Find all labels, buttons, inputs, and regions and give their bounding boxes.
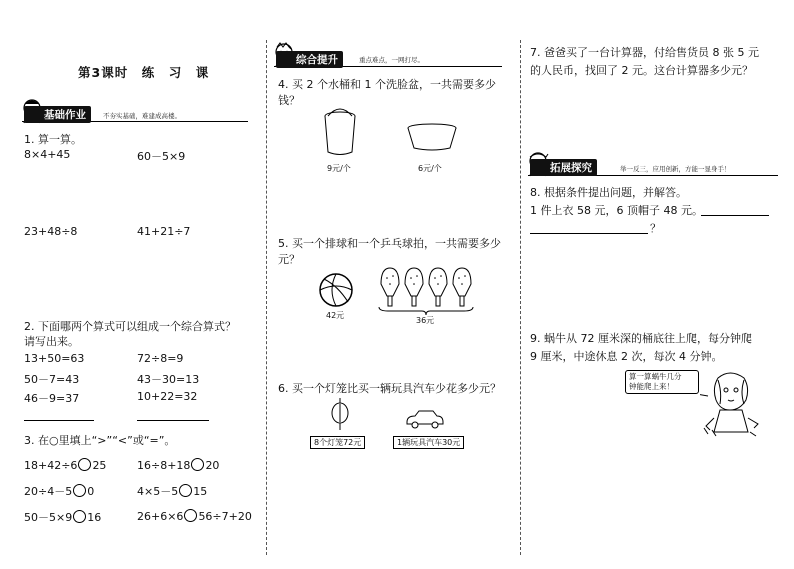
q7-prompt: 7. 爸爸买了一台计算器，付给售货员 8 张 5 元 xyxy=(530,46,759,59)
q2-item: 10+22=32 xyxy=(137,390,198,403)
compare-circle[interactable] xyxy=(179,484,192,497)
lantern-label: 8个灯笼72元 xyxy=(310,436,365,449)
q5-prompt-cont: 元？ xyxy=(278,253,300,266)
section-motto-basic: 不夯实基础，难建成高楼。 xyxy=(103,112,181,120)
q9-prompt: 9. 蜗牛从 72 厘米深的桶底往上爬，每分钟爬 xyxy=(530,332,752,345)
q2-prompt-cont: 请写出来。 xyxy=(24,335,79,348)
q8-question-blank[interactable] xyxy=(701,215,769,216)
q9-prompt-cont: 9 厘米，中途休息 2 次，每次 4 分钟。 xyxy=(530,350,723,363)
q8-question-mark: ？ xyxy=(650,222,661,235)
bucket-icon xyxy=(320,108,360,158)
paddle-price: 36元 xyxy=(416,316,435,325)
q1-item: 41+21÷7 xyxy=(137,225,191,238)
q2-item: 50－7=43 xyxy=(24,373,80,386)
lantern-icon xyxy=(330,398,350,432)
compare-circle[interactable] xyxy=(73,484,86,497)
q8-prompt: 8. 根据条件提出问题，并解答。 xyxy=(530,186,687,199)
q4-prompt-cont: 钱？ xyxy=(278,94,300,107)
q8-question-blank[interactable] xyxy=(530,233,648,234)
toy-car-icon xyxy=(405,408,445,430)
column-divider-right xyxy=(520,40,521,555)
q3-item: 20÷4－5 0 xyxy=(24,485,95,498)
section-motto-extend: 举一反三，应用创新，方能一显身手！ xyxy=(620,165,731,173)
q3-item: 16÷8+18 20 xyxy=(137,459,220,472)
q1-item: 60－5×9 xyxy=(137,150,186,163)
girl-thinking-icon xyxy=(700,370,770,440)
q3-item: 26+6×6 56÷7+20 xyxy=(137,510,252,523)
volleyball-icon xyxy=(318,272,354,308)
compare-circle[interactable] xyxy=(78,458,91,471)
column-divider-left xyxy=(266,40,267,555)
q3-item: 18+42÷6 25 xyxy=(24,459,107,472)
q6-prompt: 6. 买一个灯笼比买一辆玩具汽车少花多少元？ xyxy=(278,382,501,395)
section-badge-extend: 拓展探究 xyxy=(530,159,597,176)
q2-item: 72÷8=9 xyxy=(137,352,184,365)
toy-car-label: 1辆玩具汽车30元 xyxy=(393,436,464,449)
basin-icon xyxy=(404,122,460,152)
q8-conditions: 1 件上衣 58 元，6 顶帽子 48 元。 xyxy=(530,204,703,217)
q2-item: 43－30=13 xyxy=(137,373,200,386)
speech-bubble xyxy=(625,370,699,394)
q2-item: 13+50=63 xyxy=(24,352,85,365)
compare-circle[interactable] xyxy=(73,510,86,523)
q3-item: 4×5－5 15 xyxy=(137,485,208,498)
speech-line: 算一算蜗牛几分 xyxy=(629,372,682,381)
q4-prompt: 4. 买 2 个水桶和 1 个洗脸盆，一共需要多少 xyxy=(278,78,496,91)
speech-line: 钟能爬上来！ xyxy=(629,382,674,391)
q1-prompt: 1. 算一算。 xyxy=(24,133,82,146)
lesson-title: 第3课时 练 习 课 xyxy=(78,65,210,80)
q1-item: 23+48÷8 xyxy=(24,225,78,238)
q2-answer-blank[interactable] xyxy=(137,420,209,421)
volleyball-price: 42元 xyxy=(326,311,345,320)
compare-circle[interactable] xyxy=(191,458,204,471)
q2-item: 46－9=37 xyxy=(24,392,80,405)
q2-answer-blank[interactable] xyxy=(24,420,94,421)
q7-prompt-cont: 的人民币，找回了 2 元。这台计算器多少元？ xyxy=(530,64,753,77)
compare-circle[interactable] xyxy=(184,509,197,522)
basin-price: 6元/个 xyxy=(418,164,442,173)
q1-item: 8×4+45 xyxy=(24,148,71,161)
q3-prompt: 3. 在○里填上“>”“<”或“=”。 xyxy=(24,434,176,447)
section-badge-basic: 基础作业 xyxy=(24,106,91,123)
section-badge-improve: 综合提升 xyxy=(276,51,343,68)
q3-item: 50－5×9 16 xyxy=(24,511,102,524)
q5-prompt: 5. 买一个排球和一个乒乓球拍，一共需要多少 xyxy=(278,237,501,250)
section-motto-improve: 重点难点，一网打尽。 xyxy=(359,56,424,64)
bucket-price: 9元/个 xyxy=(327,164,351,173)
q2-prompt: 2. 下面哪两个算式可以组成一个综合算式？ xyxy=(24,320,236,333)
